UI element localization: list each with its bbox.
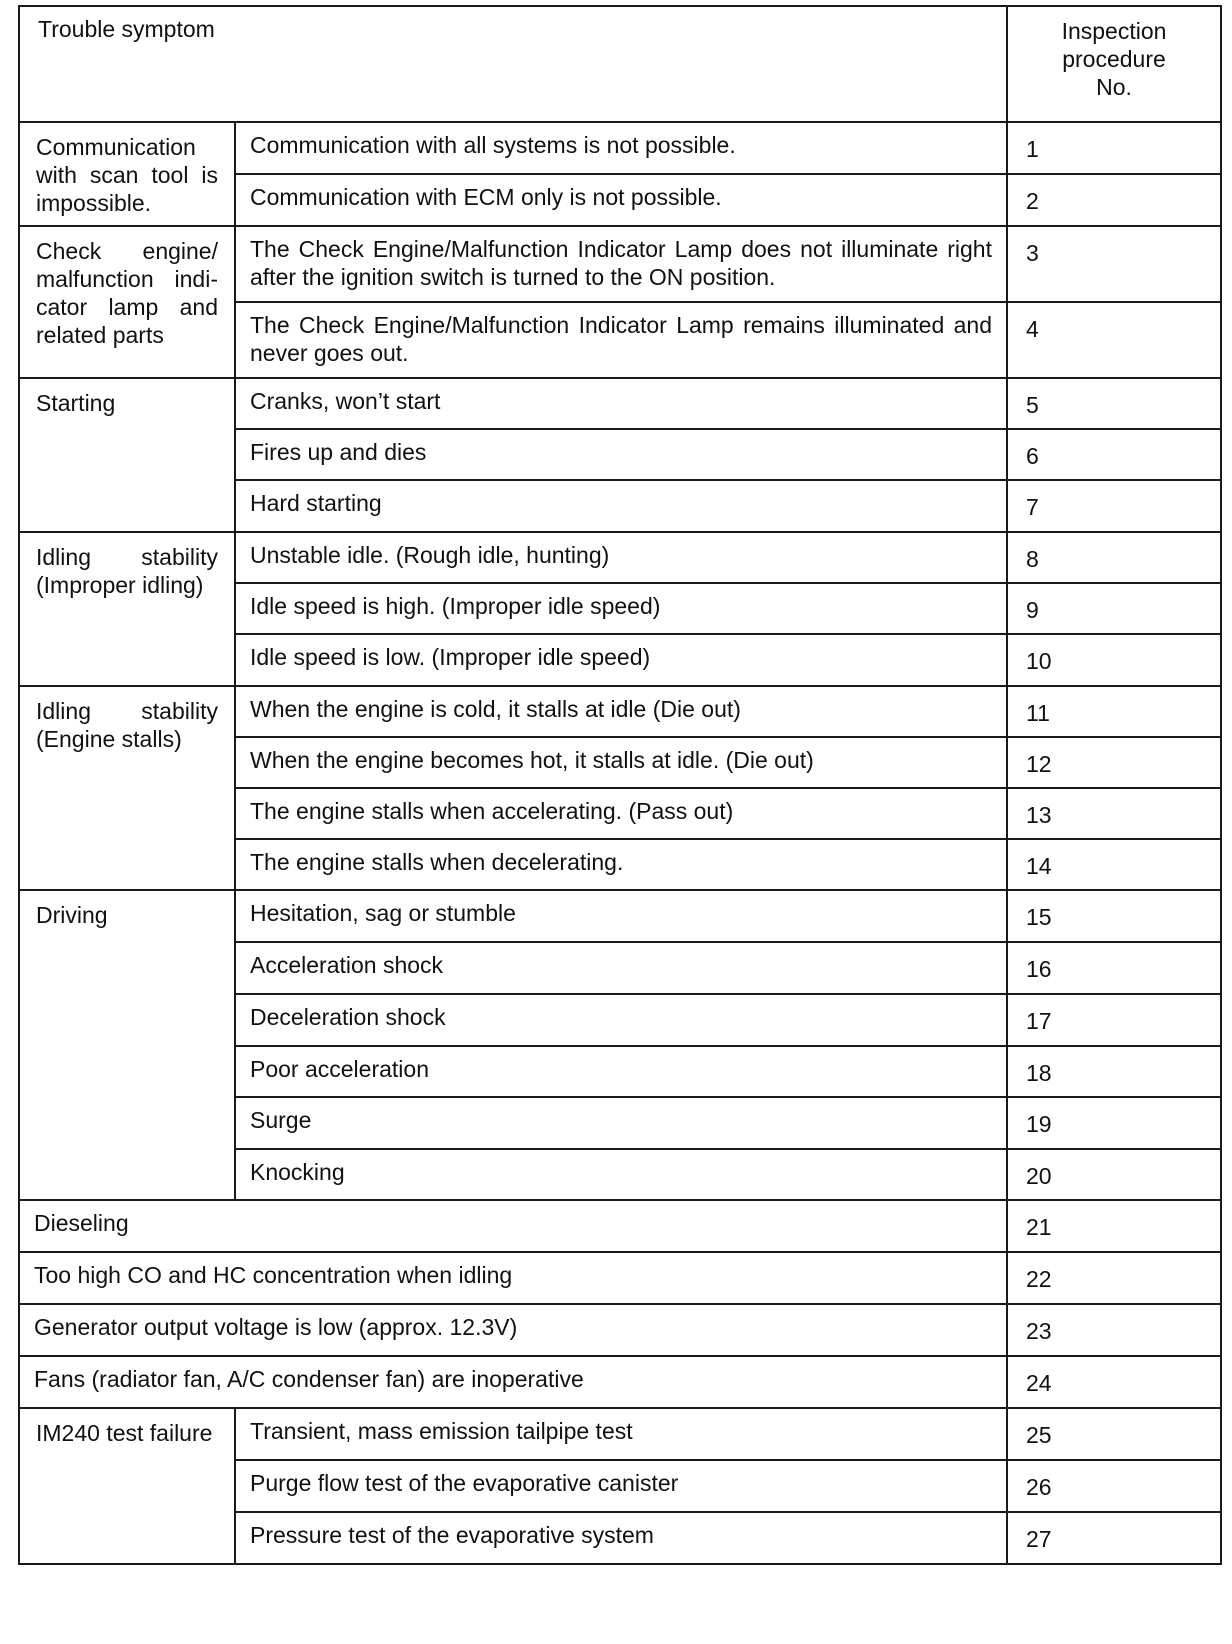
- procedure-number-cell: 15: [1007, 890, 1221, 942]
- symptom-cell: Fans (radiator fan, A/C condenser fan) are inoperative: [19, 1356, 1007, 1408]
- table-row: [19, 1252, 1221, 1304]
- table-row: [19, 890, 1221, 942]
- procedure-number-cell: 8: [1007, 532, 1221, 583]
- symptom-cell: Fires up and dies: [235, 429, 1007, 480]
- symptom-cell: When the engine is cold, it stalls at idle (Die out): [235, 686, 1007, 737]
- category-cell: Idling stability (Engine stalls): [19, 686, 235, 890]
- table-row: [19, 226, 1221, 302]
- category-cell: IM240 test failure: [19, 1408, 235, 1564]
- symptom-cell: Pressure test of the evaporative system: [235, 1512, 1007, 1564]
- header-trouble-symptom: Trouble symptom: [19, 6, 1007, 122]
- procedure-number-cell: 16: [1007, 942, 1221, 994]
- procedure-number-cell: 7: [1007, 480, 1221, 532]
- procedure-number-cell: 14: [1007, 839, 1221, 890]
- procedure-number-cell: 12: [1007, 737, 1221, 788]
- procedure-number-cell: 13: [1007, 788, 1221, 839]
- header-row: [19, 6, 1221, 122]
- symptom-cell: Communication with all systems is not possible.: [235, 122, 1007, 174]
- symptom-cell: The engine stalls when accelerating. (Pass out): [235, 788, 1007, 839]
- symptom-cell: Unstable idle. (Rough idle, hunting): [235, 532, 1007, 583]
- table-row: [19, 1408, 1221, 1460]
- category-cell: Check engine/ malfunction indicator lamp and related parts: [19, 226, 235, 378]
- procedure-number-cell: 20: [1007, 1149, 1221, 1200]
- symptom-cell: Idle speed is high. (Improper idle speed): [235, 583, 1007, 634]
- table-row: [19, 378, 1221, 429]
- procedure-number-cell: 26: [1007, 1460, 1221, 1512]
- symptom-cell: Hesitation, sag or stumble: [235, 890, 1007, 942]
- symptom-cell: The Check Engine/Malfunction Indicator Lamp does not illuminate right after the ignition switch is turned to the ON position.: [235, 226, 1007, 302]
- symptom-cell: Surge: [235, 1097, 1007, 1149]
- symptom-cell: Hard starting: [235, 480, 1007, 532]
- table-body: [19, 6, 1221, 1564]
- procedure-number-cell: 22: [1007, 1252, 1221, 1304]
- procedure-number-cell: 27: [1007, 1512, 1221, 1564]
- procedure-number-cell: 9: [1007, 583, 1221, 634]
- category-cell: Communication with scan tool is impossible.: [19, 122, 235, 226]
- procedure-number-cell: 1: [1007, 122, 1221, 174]
- trouble-symptom-table: [18, 5, 1222, 1565]
- symptom-cell: Cranks, won’t start: [235, 378, 1007, 429]
- table-row: [19, 1304, 1221, 1356]
- symptom-cell: The engine stalls when decelerating.: [235, 839, 1007, 890]
- category-cell: Driving: [19, 890, 235, 1200]
- procedure-number-cell: 24: [1007, 1356, 1221, 1408]
- symptom-cell: The Check Engine/Malfunction Indicator Lamp remains illuminated and never goes out.: [235, 302, 1007, 378]
- procedure-number-cell: 19: [1007, 1097, 1221, 1149]
- procedure-number-cell: 11: [1007, 686, 1221, 737]
- symptom-cell: Dieseling: [19, 1200, 1007, 1252]
- procedure-number-cell: 18: [1007, 1046, 1221, 1097]
- symptom-cell: Knocking: [235, 1149, 1007, 1200]
- procedure-number-cell: 25: [1007, 1408, 1221, 1460]
- symptom-cell: When the engine becomes hot, it stalls at idle. (Die out): [235, 737, 1007, 788]
- procedure-number-cell: 17: [1007, 994, 1221, 1046]
- procedure-number-cell: 2: [1007, 174, 1221, 226]
- procedure-number-cell: 4: [1007, 302, 1221, 378]
- procedure-number-cell: 23: [1007, 1304, 1221, 1356]
- header-procedure-line1: Inspection: [1061, 18, 1167, 44]
- table-row: [19, 1200, 1221, 1252]
- category-cell: Idling stability (Improper idling): [19, 532, 235, 686]
- symptom-cell: Communication with ECM only is not possible.: [235, 174, 1007, 226]
- symptom-cell: Purge flow test of the evaporative canister: [235, 1460, 1007, 1512]
- symptom-cell: Idle speed is low. (Improper idle speed): [235, 634, 1007, 686]
- table-row: [19, 686, 1221, 737]
- procedure-number-cell: 21: [1007, 1200, 1221, 1252]
- header-procedure-line2: procedure: [1062, 46, 1166, 72]
- symptom-cell: Generator output voltage is low (approx. 12.3V): [19, 1304, 1007, 1356]
- table-row: [19, 532, 1221, 583]
- procedure-number-cell: 3: [1007, 226, 1221, 302]
- procedure-number-cell: 6: [1007, 429, 1221, 480]
- header-procedure-line3: No.: [1096, 74, 1132, 100]
- symptom-cell: Acceleration shock: [235, 942, 1007, 994]
- table-row: [19, 1356, 1221, 1408]
- symptom-cell: Too high CO and HC concentration when idling: [19, 1252, 1007, 1304]
- category-cell: Starting: [19, 378, 235, 532]
- procedure-number-cell: 5: [1007, 378, 1221, 429]
- table-row: [19, 122, 1221, 174]
- symptom-cell: Deceleration shock: [235, 994, 1007, 1046]
- symptom-cell: Poor acceleration: [235, 1046, 1007, 1097]
- symptom-cell: Transient, mass emission tailpipe test: [235, 1408, 1007, 1460]
- procedure-number-cell: 10: [1007, 634, 1221, 686]
- header-inspection-procedure-no: [1007, 6, 1221, 122]
